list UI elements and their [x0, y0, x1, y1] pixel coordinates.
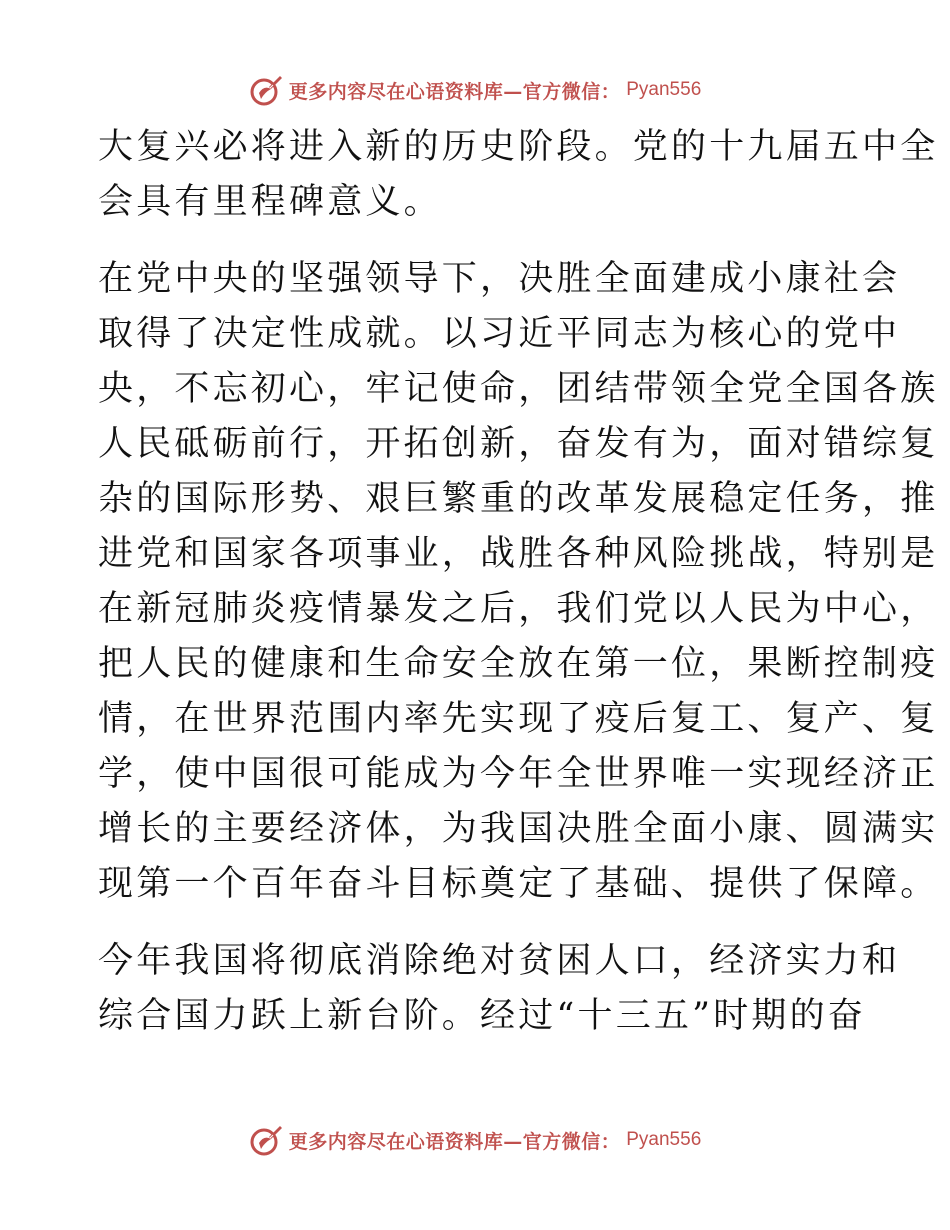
text-line: 人民砥砺前行，开拓创新，奋发有为，面对错综复: [98, 424, 939, 464]
text-line: 情，在世界范围内率先实现了疫后复工、复产、复: [98, 699, 939, 739]
text-line: 增长的主要经济体，为我国决胜全面小康、圆满实: [98, 809, 939, 849]
paragraph-spacer: [98, 912, 858, 934]
footer-banner-text: 更多内容尽在心语资料库—官方微信：: [288, 1130, 621, 1153]
red-pen-logo-icon: [249, 73, 283, 107]
text-line: 现第一个百年奋斗目标奠定了基础、提供了保障。: [98, 864, 939, 904]
header-banner: [0, 70, 950, 110]
header-banner-account: Pyan556: [626, 79, 702, 100]
text-line: 今年我国将彻底消除绝对贫困人口，经济实力和: [98, 941, 901, 981]
text-line: 综合国力跃上新台阶。经过“十三五”时期的奋: [98, 996, 866, 1036]
paragraph-3: [98, 934, 901, 1044]
document-body: [98, 120, 939, 1044]
red-pen-logo-icon: [249, 1123, 283, 1157]
text-line: 杂的国际形势、艰巨繁重的改革发展稳定任务，推: [98, 479, 939, 519]
text-line: 取得了决定性成就。以习近平同志为核心的党中: [98, 314, 901, 354]
text-line: 会具有里程碑意义。: [98, 182, 442, 222]
header-banner-inner: [249, 73, 702, 107]
text-line: 在新冠肺炎疫情暴发之后，我们党以人民为中心，: [98, 589, 939, 629]
text-line: 把人民的健康和生命安全放在第一位，果断控制疫: [98, 644, 939, 684]
text-line: 学，使中国很可能成为今年全世界唯一实现经济正: [98, 754, 939, 794]
text-line: 央，不忘初心，牢记使命，团结带领全党全国各族: [98, 369, 939, 409]
footer-banner-inner: [249, 1123, 702, 1157]
header-banner-text: 更多内容尽在心语资料库—官方微信：: [288, 80, 621, 103]
paragraph-spacer: [98, 230, 858, 252]
paragraph-1: [98, 120, 939, 230]
text-line: 在党中央的坚强领导下，决胜全面建成小康社会: [98, 259, 901, 299]
footer-banner: [0, 1120, 950, 1160]
text-line: 大复兴必将进入新的历史阶段。党的十九届五中全: [98, 127, 939, 167]
text-line: 进党和国家各项事业，战胜各种风险挑战，特别是: [98, 534, 939, 574]
footer-banner-account: Pyan556: [626, 1129, 702, 1150]
paragraph-2: [98, 252, 939, 912]
